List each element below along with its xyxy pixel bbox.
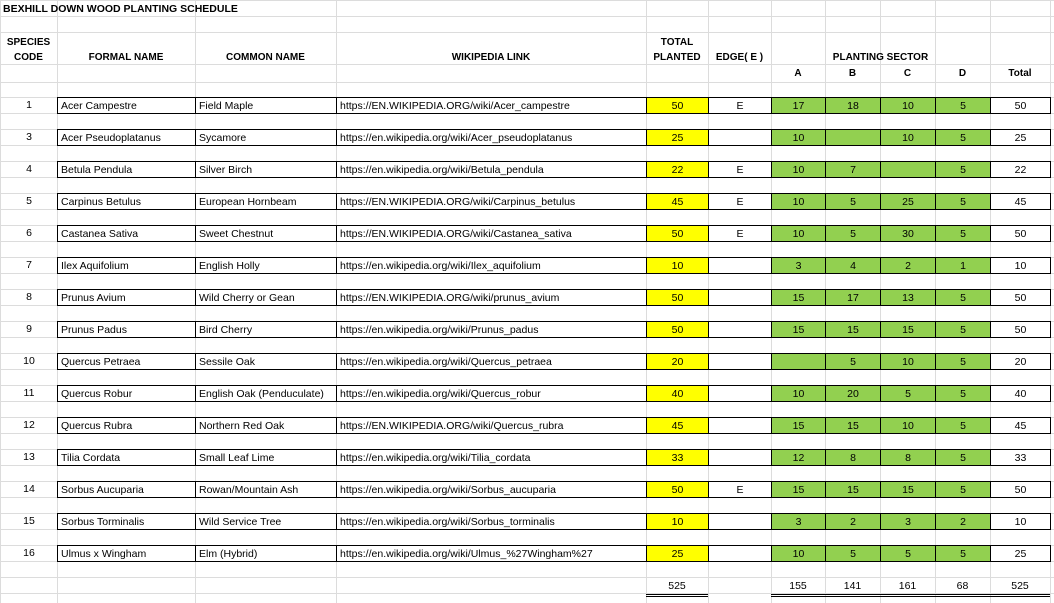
edge-flag[interactable] [708,353,772,370]
edge-flag[interactable]: E [708,225,772,242]
formal-name[interactable]: Ulmus x Wingham [57,545,196,562]
total-grand[interactable]: 525 [1011,580,1029,592]
total-planted[interactable]: 45 [646,417,709,434]
edge-flag[interactable] [708,513,772,530]
grid-hline [0,82,1054,83]
sector-b[interactable]: 15 [825,417,881,434]
edge-flag[interactable] [708,289,772,306]
sector-a[interactable]: 10 [771,545,826,562]
total-planted[interactable]: 10 [646,257,709,274]
wikipedia-link[interactable]: https://en.wikipedia.org/wiki/Tilia_cordata [336,449,647,466]
formal-name[interactable]: Quercus Rubra [57,417,196,434]
edge-flag[interactable] [708,417,772,434]
sector-d[interactable]: 5 [935,161,991,178]
total-planted[interactable]: 10 [646,513,709,530]
sector-a[interactable]: 15 [771,321,826,338]
sector-d[interactable]: 5 [935,545,991,562]
total-planted[interactable]: 25 [646,545,709,562]
edge-flag[interactable] [708,129,772,146]
sector-c[interactable]: 8 [880,449,936,466]
total-planted[interactable]: 45 [646,193,709,210]
sector-d[interactable]: 1 [935,257,991,274]
sector-b[interactable]: 17 [825,289,881,306]
row-total[interactable]: 50 [990,289,1051,306]
wikipedia-link[interactable]: https://EN.WIKIPEDIA.ORG/wiki/Acer_campestre [336,97,647,114]
sector-c[interactable]: 15 [880,481,936,498]
header-sector-a: A [794,68,802,79]
sector-d[interactable]: 5 [935,353,991,370]
row-total[interactable]: 50 [990,97,1051,114]
sector-a[interactable]: 3 [771,513,826,530]
sector-c[interactable]: 3 [880,513,936,530]
sector-a[interactable]: 10 [771,385,826,402]
formal-name[interactable]: Sorbus Torminalis [57,513,196,530]
sector-a[interactable] [771,353,826,370]
header-total-planted-line1: TOTAL [660,37,694,48]
row-total[interactable]: 20 [990,353,1051,370]
sector-d[interactable]: 2 [935,513,991,530]
sector-d[interactable]: 5 [935,417,991,434]
formal-name[interactable]: Tilia Cordata [57,449,196,466]
sector-d[interactable]: 5 [935,449,991,466]
formal-name[interactable]: Quercus Robur [57,385,196,402]
sector-c[interactable]: 10 [880,129,936,146]
formal-name[interactable]: Prunus Avium [57,289,196,306]
sector-b[interactable]: 5 [825,353,881,370]
species-code[interactable]: 1 [26,99,32,111]
sector-a[interactable]: 10 [771,225,826,242]
sector-c[interactable]: 10 [880,353,936,370]
total-planted[interactable]: 22 [646,161,709,178]
total-planted[interactable]: 50 [646,321,709,338]
row-total[interactable]: 10 [990,257,1051,274]
sector-d[interactable]: 5 [935,129,991,146]
sector-a[interactable]: 3 [771,257,826,274]
header-sector-b: B [848,68,857,79]
formal-name[interactable]: Acer Pseudoplatanus [57,129,196,146]
sector-d[interactable]: 5 [935,321,991,338]
sector-a[interactable]: 15 [771,481,826,498]
common-name[interactable]: English Holly [195,257,337,274]
total-sector-d[interactable]: 68 [956,580,969,592]
edge-flag[interactable]: E [708,481,772,498]
sector-a[interactable]: 10 [771,129,826,146]
edge-flag[interactable]: E [708,193,772,210]
sector-a[interactable]: 12 [771,449,826,466]
header-planting-sector: PLANTING SECTOR [832,52,929,63]
sector-d[interactable]: 5 [935,225,991,242]
row-total[interactable]: 33 [990,449,1051,466]
common-name[interactable]: Elm (Hybrid) [195,545,337,562]
sector-c[interactable]: 10 [880,97,936,114]
header-species-code-line2: CODE [14,52,43,63]
wikipedia-link[interactable]: https://en.wikipedia.org/wiki/Quercus_robur [336,385,647,402]
sector-a[interactable]: 15 [771,417,826,434]
total-sector-b[interactable]: 141 [843,580,862,592]
sector-d[interactable]: 5 [935,97,991,114]
common-name[interactable]: Rowan/Mountain Ash [195,481,337,498]
species-code[interactable]: 3 [26,131,32,143]
species-code[interactable]: 8 [26,291,32,303]
common-name[interactable]: Sweet Chestnut [195,225,337,242]
header-sector-c: C [903,68,912,79]
sector-c[interactable]: 5 [880,385,936,402]
formal-name[interactable]: Ilex Aquifolium [57,257,196,274]
header-wikipedia-link: WIKIPEDIA LINK [451,52,531,63]
species-code[interactable]: 7 [26,259,32,271]
grid-hline [0,0,1054,1]
species-code[interactable]: 10 [23,355,35,367]
sector-b[interactable]: 8 [825,449,881,466]
row-total[interactable]: 50 [990,225,1051,242]
sector-b[interactable]: 15 [825,321,881,338]
wikipedia-link[interactable]: https://en.wikipedia.org/wiki/Sorbus_aucuparia [336,481,647,498]
sector-c[interactable]: 10 [880,417,936,434]
edge-flag[interactable] [708,321,772,338]
wikipedia-link[interactable]: https://en.wikipedia.org/wiki/Betula_pendula [336,161,647,178]
wikipedia-link[interactable]: https://en.wikipedia.org/wiki/Sorbus_torminalis [336,513,647,530]
species-code[interactable]: 16 [23,547,35,559]
sector-c[interactable]: 2 [880,257,936,274]
grid-hline [0,32,1054,33]
sector-c[interactable]: 30 [880,225,936,242]
wikipedia-link[interactable]: https://en.wikipedia.org/wiki/Prunus_padus [336,321,647,338]
species-code[interactable]: 14 [23,483,35,495]
row-total[interactable]: 45 [990,417,1051,434]
formal-name[interactable]: Quercus Petraea [57,353,196,370]
species-code[interactable]: 5 [26,195,32,207]
total-planted[interactable]: 50 [646,481,709,498]
total-planted[interactable]: 25 [646,129,709,146]
sector-b[interactable]: 18 [825,97,881,114]
common-name[interactable]: European Hornbeam [195,193,337,210]
wikipedia-link[interactable]: https://EN.WIKIPEDIA.ORG/wiki/Quercus_rubra [336,417,647,434]
sector-d[interactable]: 5 [935,193,991,210]
grid-hline [0,16,1054,17]
total-planted[interactable]: 40 [646,385,709,402]
common-name[interactable]: Wild Cherry or Gean [195,289,337,306]
sector-b[interactable]: 20 [825,385,881,402]
edge-flag[interactable] [708,257,772,274]
sector-a[interactable]: 10 [771,161,826,178]
common-name[interactable]: Bird Cherry [195,321,337,338]
row-total[interactable]: 40 [990,385,1051,402]
sector-a[interactable]: 17 [771,97,826,114]
row-total[interactable]: 45 [990,193,1051,210]
wikipedia-link[interactable]: https://EN.WIKIPEDIA.ORG/wiki/Carpinus_betulus [336,193,647,210]
total-planted[interactable]: 50 [646,97,709,114]
wikipedia-link[interactable]: https://en.wikipedia.org/wiki/Acer_pseudoplatanus [336,129,647,146]
formal-name[interactable]: Sorbus Aucuparia [57,481,196,498]
row-total[interactable]: 10 [990,513,1051,530]
species-code[interactable]: 4 [26,163,32,175]
species-code[interactable]: 11 [23,387,35,399]
header-species-code-line1: SPECIES [6,37,51,48]
common-name[interactable]: Sessile Oak [195,353,337,370]
formal-name[interactable]: Castanea Sativa [57,225,196,242]
row-total[interactable]: 50 [990,481,1051,498]
sector-a[interactable]: 10 [771,193,826,210]
sector-c[interactable]: 13 [880,289,936,306]
row-total[interactable]: 25 [990,545,1051,562]
common-name[interactable]: English Oak (Penduculate) [195,385,337,402]
total-planted-sum[interactable]: 525 [668,580,686,592]
sector-b[interactable]: 4 [825,257,881,274]
header-edge: EDGE( E ) [715,52,764,63]
sector-d[interactable]: 5 [935,385,991,402]
common-name[interactable]: Sycamore [195,129,337,146]
double-underline [646,594,708,597]
wikipedia-link[interactable]: https://EN.WIKIPEDIA.ORG/wiki/prunus_avium [336,289,647,306]
species-code[interactable]: 15 [23,515,35,527]
sector-c[interactable]: 25 [880,193,936,210]
header-common-name: COMMON NAME [226,52,305,63]
wikipedia-link[interactable]: https://en.wikipedia.org/wiki/Ulmus_%27Wingham%27 [336,545,647,562]
species-code[interactable]: 13 [23,451,35,463]
edge-flag[interactable]: E [708,161,772,178]
sector-d[interactable]: 5 [935,289,991,306]
sector-b[interactable]: 7 [825,161,881,178]
header-total-planted-line2: PLANTED [653,52,701,63]
edge-flag[interactable] [708,385,772,402]
header-sector-d: D [958,68,967,79]
edge-flag[interactable] [708,545,772,562]
sector-c[interactable]: 15 [880,321,936,338]
sector-c[interactable]: 5 [880,545,936,562]
formal-name[interactable]: Betula Pendula [57,161,196,178]
sector-b[interactable]: 5 [825,225,881,242]
common-name[interactable]: Northern Red Oak [195,417,337,434]
common-name[interactable]: Small Leaf Lime [195,449,337,466]
row-total[interactable]: 50 [990,321,1051,338]
total-sector-a[interactable]: 155 [789,580,807,592]
total-planted[interactable]: 20 [646,353,709,370]
edge-flag[interactable]: E [708,97,772,114]
sector-c[interactable] [880,161,936,178]
sector-b[interactable]: 2 [825,513,881,530]
sector-b[interactable] [825,129,881,146]
formal-name[interactable]: Carpinus Betulus [57,193,196,210]
total-planted[interactable]: 33 [646,449,709,466]
sector-b[interactable]: 5 [825,545,881,562]
common-name[interactable]: Wild Service Tree [195,513,337,530]
species-code[interactable]: 6 [26,227,32,239]
total-planted[interactable]: 50 [646,225,709,242]
total-planted[interactable]: 50 [646,289,709,306]
header-formal-name: FORMAL NAME [88,52,164,63]
formal-name[interactable]: Acer Campestre [57,97,196,114]
edge-flag[interactable] [708,449,772,466]
species-code[interactable]: 9 [26,323,32,335]
header-total: Total [1008,68,1032,79]
wikipedia-link[interactable]: https://en.wikipedia.org/wiki/Quercus_petraea [336,353,647,370]
species-code[interactable]: 12 [23,419,35,431]
sector-a[interactable]: 15 [771,289,826,306]
double-underline [771,594,1050,597]
total-sector-c[interactable]: 161 [898,580,917,592]
sheet-title: BEXHILL DOWN WOOD PLANTING SCHEDULE [3,3,238,15]
sector-d[interactable]: 5 [935,481,991,498]
sector-b[interactable]: 5 [825,193,881,210]
common-name[interactable]: Silver Birch [195,161,337,178]
grid-hline [0,64,1054,65]
sector-b[interactable]: 15 [825,481,881,498]
row-total[interactable]: 22 [990,161,1051,178]
formal-name[interactable]: Prunus Padus [57,321,196,338]
common-name[interactable]: Field Maple [195,97,337,114]
wikipedia-link[interactable]: https://EN.WIKIPEDIA.ORG/wiki/Castanea_sativa [336,225,647,242]
row-total[interactable]: 25 [990,129,1051,146]
wikipedia-link[interactable]: https://en.wikipedia.org/wiki/Ilex_aquifolium [336,257,647,274]
